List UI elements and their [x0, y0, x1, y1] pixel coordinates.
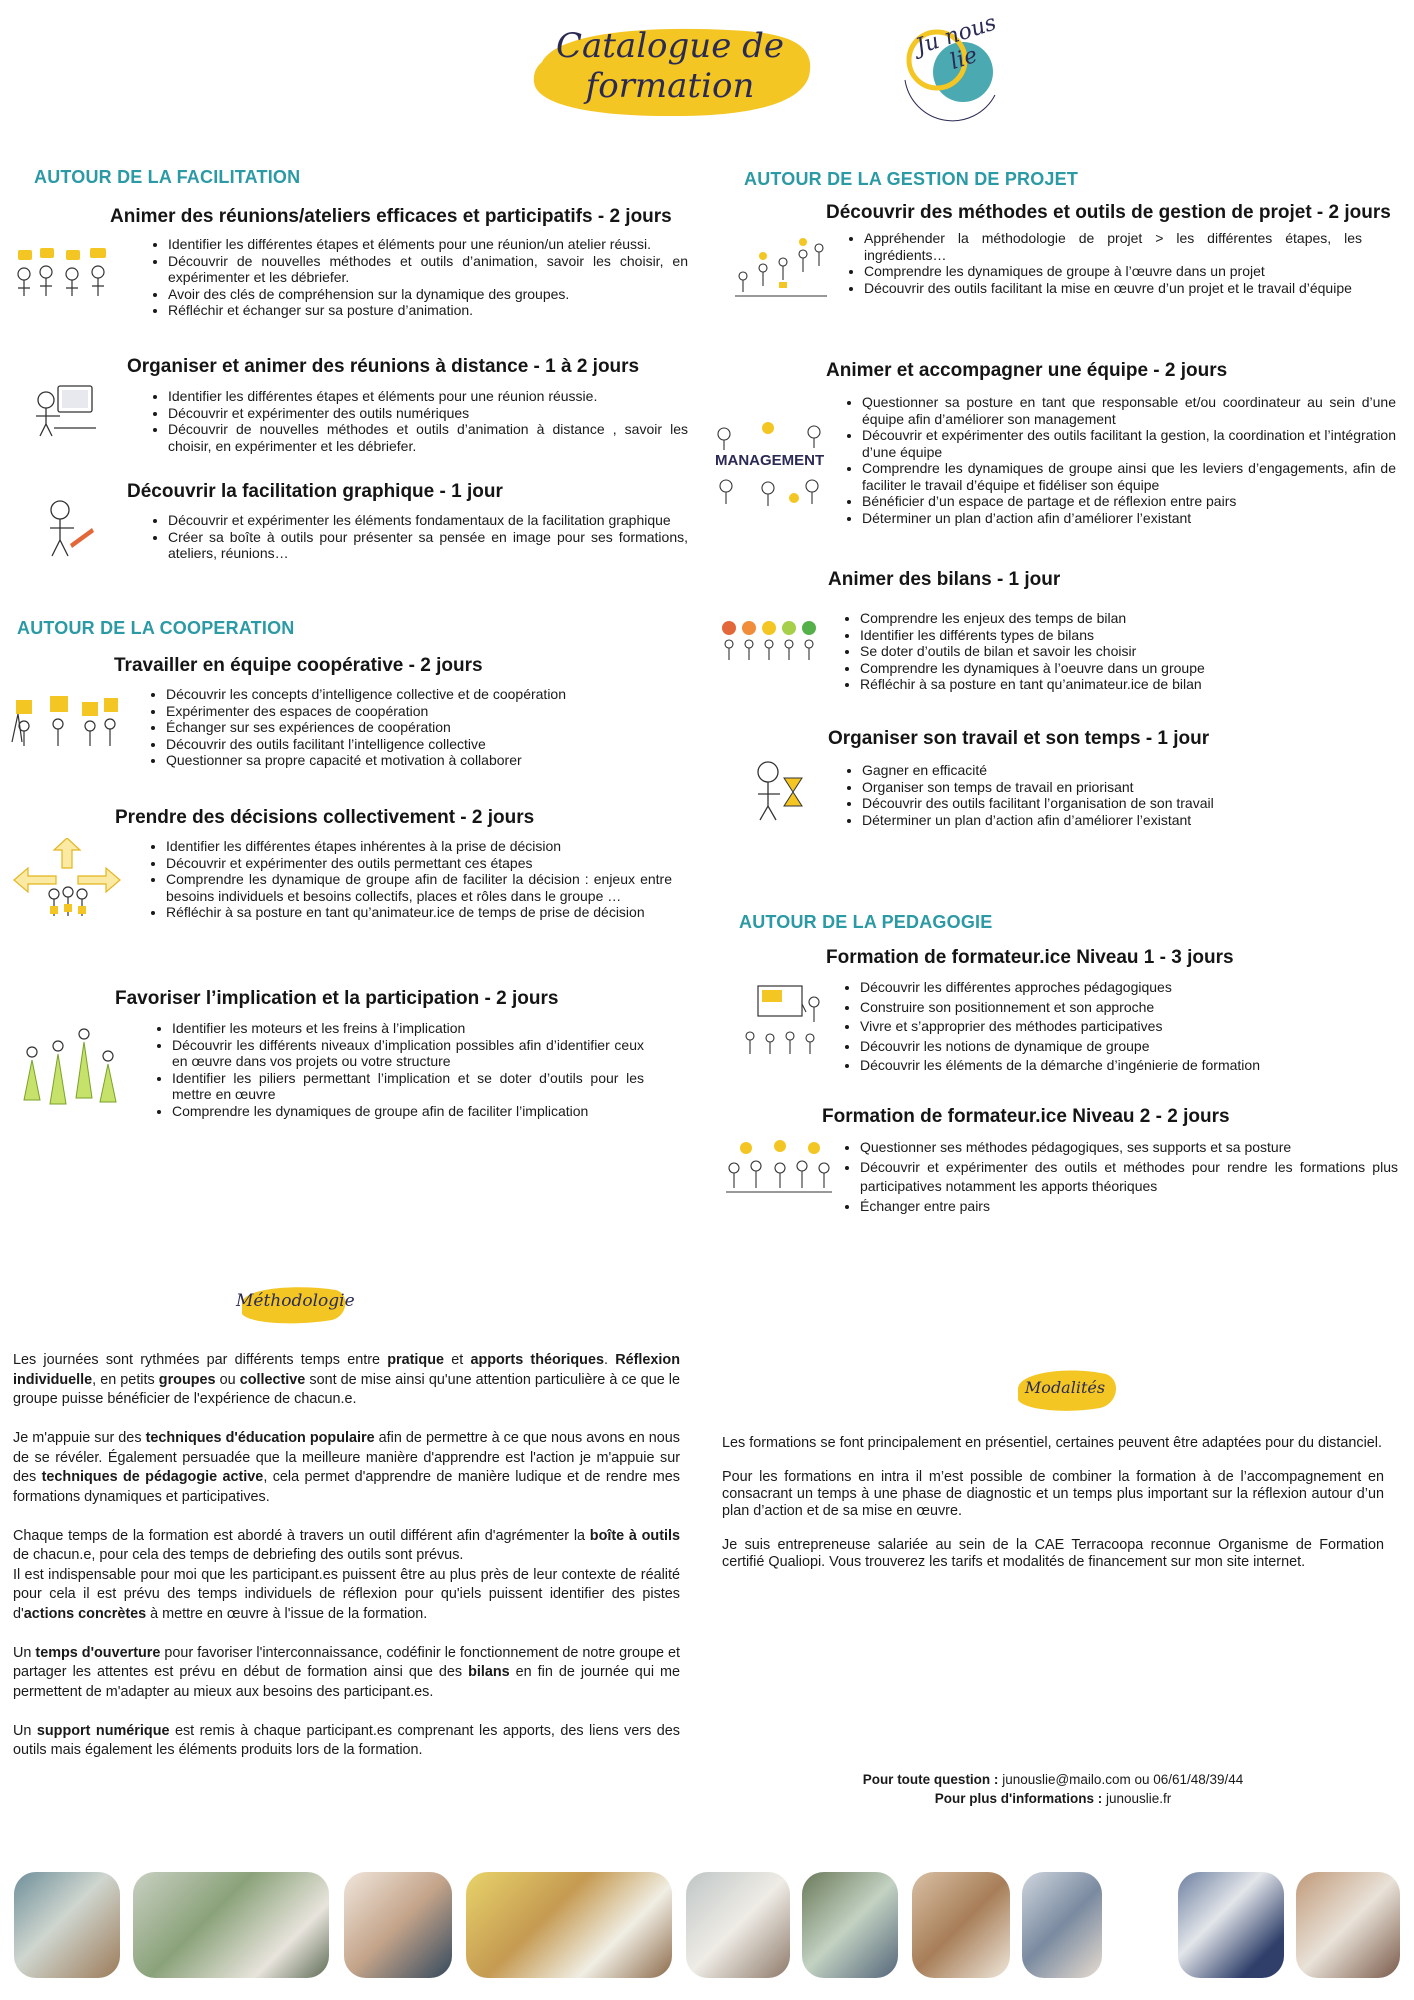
list-item: • Expérimenter des espaces de coopération — [166, 703, 688, 720]
list-item: • Comprendre les dynamiques à l’oeuvre dans un groupe — [860, 660, 1342, 677]
list-item: • Avoir des clés de compréhension sur la dynamique des groupes. — [168, 286, 688, 303]
course-title: Découvrir la facilitation graphique - 1 jour — [127, 481, 503, 502]
page-title: Catalogue de formation — [555, 26, 785, 106]
contact-email-phone[interactable]: junouslie@mailo.com ou 06/61/48/39/44 — [998, 1772, 1244, 1787]
course-title: Organiser son travail et son temps - 1 jour — [828, 728, 1210, 749]
paragraph: Les formations se font principalement en présentiel, certaines peuvent être adaptées pour du distanciel. — [722, 1435, 1382, 1451]
website-link[interactable]: junouslie.fr — [1102, 1791, 1172, 1806]
teacher-board-illustration — [738, 982, 828, 1062]
modalites-text — [722, 1435, 1384, 1591]
workshop-photo — [686, 1872, 790, 1978]
course-title: Animer et accompagner une équipe - 2 jours — [826, 360, 1228, 381]
list-item: • Comprendre les dynamique de groupe afin de faciliter la décision : enjeux entre besoins individuels et besoins collectifs, places et rôles dans le groupe … — [166, 871, 672, 904]
course-items — [150, 236, 688, 319]
computer-user-illustration — [30, 380, 100, 440]
course-items — [150, 512, 688, 562]
list-item: • Découvrir les différents niveaux d’implication possibles afin d’identifier ceux en œuvre dans vos projets ou votre structure — [172, 1037, 644, 1070]
rockets-illustration — [14, 1020, 119, 1108]
methodologie-label: Méthodologie — [236, 1291, 355, 1311]
modalites-label: Modalités — [1024, 1378, 1106, 1397]
list-item: • Organiser son temps de travail en priorisant — [862, 779, 1344, 796]
list-item: • Découvrir des outils facilitant la mise en œuvre d’un projet et le travail d’équipe — [864, 280, 1362, 297]
meeting-people-illustration — [14, 248, 114, 308]
hourglass-person-illustration — [752, 758, 808, 822]
management-label: MANAGEMENT — [715, 452, 825, 469]
list-item: • Découvrir les éléments de la démarche d’ingénierie de formation — [860, 1056, 1362, 1076]
course-items — [842, 978, 1362, 1076]
workshop-photo — [14, 1872, 120, 1978]
list-item: • Créer sa boîte à outils pour présenter sa pensée en image pour ses formations, ateliers, réunions… — [168, 529, 688, 562]
list-item: • Bénéficier d’un espace de partage et de réflexion entre pairs — [862, 493, 1396, 510]
list-item: • Découvrir et expérimenter des outils facilitant la gestion, la coordination et l’intégration d’une équipe — [862, 427, 1396, 460]
list-item: • Comprendre les enjeux des temps de bilan — [860, 610, 1342, 627]
course-items — [842, 1138, 1398, 1216]
list-item: • Comprendre les dynamiques de groupe à l’œuvre dans un projet — [864, 263, 1362, 280]
course-items — [148, 686, 688, 769]
list-item: • Découvrir et expérimenter les éléments fondamentaux de la facilitation graphique — [168, 512, 688, 529]
list-item: • Comprendre les dynamiques de groupe afin de faciliter l’implication — [172, 1103, 644, 1120]
workshop-photo — [133, 1872, 329, 1978]
list-item: • Comprendre les dynamiques de groupe ainsi que les leviers d’engagements, afin de faciliter le travail d’équipe et fidéliser son équipe — [862, 460, 1396, 493]
list-item: • Identifier les différentes étapes et éléments pour une réunion/un atelier réussi. — [168, 236, 688, 253]
mood-faces-illustration — [719, 616, 831, 662]
list-item: • Déterminer un plan d’action afin d’améliorer l’existant — [862, 812, 1344, 829]
project-steps-illustration — [733, 232, 827, 302]
list-item: • Découvrir des outils facilitant l’organisation de son travail — [862, 795, 1344, 812]
list-item: • Questionner sa posture en tant que responsable et/ou coordinateur au sein d’une équipe afin d’améliorer son management — [862, 394, 1396, 427]
list-item: • Vivre et s’approprier des méthodes participatives — [860, 1017, 1362, 1037]
list-item: • Découvrir et expérimenter des outils permettant ces étapes — [166, 855, 672, 872]
list-item: • Identifier les piliers permettant l’implication et se doter d’outils pour les mettre en œuvre — [172, 1070, 644, 1103]
list-item: • Échanger sur ses expériences de coopération — [166, 719, 688, 736]
list-item: • Découvrir et expérimenter des outils et méthodes pour rendre les formations plus participatives notamment les apports théoriques — [860, 1158, 1398, 1197]
list-item: • Se doter d’outils de bilan et savoir les choisir — [860, 643, 1342, 660]
contact-info-label: Pour plus d'informations : — [934, 1791, 1103, 1806]
list-item: • Réfléchir à sa posture en tant qu’animateur.ice de bilan — [860, 676, 1342, 693]
workshop-photo — [912, 1872, 1010, 1978]
contact-block — [722, 1770, 1384, 1808]
course-items — [846, 230, 1362, 296]
list-item: • Gagner en efficacité — [862, 762, 1344, 779]
course-title: Formation de formateur.ice Niveau 1 - 3 jours — [826, 947, 1234, 968]
list-item: • Construire son positionnement et son approche — [860, 998, 1362, 1018]
list-item: • Questionner ses méthodes pédagogiques, ses supports et sa posture — [860, 1138, 1398, 1158]
section-heading-facilitation: AUTOUR DE LA FACILITATION — [34, 167, 301, 187]
course-title: Animer des réunions/ateliers efficaces et participatifs - 2 jours — [110, 206, 672, 227]
list-item: • Questionner sa propre capacité et motivation à collaborer — [166, 752, 688, 769]
list-item: • Découvrir de nouvelles méthodes et outils d’animation à distance , savoir les choisir, en expérimenter et les débriefer. — [168, 421, 688, 454]
course-items — [150, 388, 688, 454]
course-title: Formation de formateur.ice Niveau 2 - 2 jours — [822, 1106, 1230, 1127]
course-items — [148, 838, 672, 921]
workshop-photo — [1178, 1872, 1284, 1978]
course-items — [844, 762, 1344, 828]
list-item: • Découvrir de nouvelles méthodes et outils d’animation, savoir les choisir, en expérimenter et les débriefer. — [168, 253, 688, 286]
course-title: Travailler en équipe coopérative - 2 jours — [114, 655, 483, 676]
workshop-photo — [1296, 1872, 1400, 1978]
course-items — [844, 394, 1396, 526]
learners-lightbulb-illustration — [724, 1140, 834, 1200]
course-title: Organiser et animer des réunions à distance - 1 à 2 jours — [127, 356, 640, 377]
list-item: • Découvrir les concepts d’intelligence collective et de coopération — [166, 686, 688, 703]
course-title: Prendre des décisions collectivement - 2 jours — [115, 807, 535, 828]
pencil-person-illustration — [40, 498, 95, 560]
logo-text: Ju nous lie — [912, 10, 1000, 75]
course-title: Découvrir des méthodes et outils de gestion de projet - 2 jours — [826, 202, 1391, 223]
list-item: • Appréhender la méthodologie de projet > les différentes étapes, les ingrédients… — [864, 230, 1362, 263]
section-heading-pedagogie: AUTOUR DE LA PEDAGOGIE — [739, 912, 993, 932]
list-item: • Réfléchir et échanger sur sa posture d’animation. — [168, 302, 688, 319]
section-heading-gestion: AUTOUR DE LA GESTION DE PROJET — [744, 169, 1079, 189]
course-items — [842, 610, 1342, 693]
list-item: • Découvrir des outils facilitant l’intelligence collective — [166, 736, 688, 753]
workshop-photo — [1022, 1872, 1102, 1978]
list-item: • Identifier les différentes étapes et éléments pour une réunion réussie. — [168, 388, 688, 405]
course-items — [154, 1020, 644, 1119]
paragraph: Pour les formations en intra il m’est possible de combiner la formation à de l’accompagnement en consacrant un temps à une phase de diagnostic et un temps plus important sur la réflexion autour d’un plan d’action et de sa mise en œuvre. — [722, 1469, 1384, 1519]
list-item: • Réfléchir à sa posture en tant qu’animateur.ice de temps de prise de décision — [166, 904, 672, 921]
list-item: • Identifier les moteurs et les freins à l’implication — [172, 1020, 644, 1037]
list-item: • Découvrir les différentes approches pédagogiques — [860, 978, 1362, 998]
contact-question-label: Pour toute question : — [862, 1772, 999, 1787]
methodologie-text: Les journées sont rythmées par différents temps entre pratique et apports théoriques. Réflexion individuelle, en petits groupes ou collective sont de mise ainsi qu'une attention particulière à ce que le groupe puisse bénéficier de l'expérience de chacun.e. Je m'appuie sur des techniques d'éducation populaire afin de permettre à ce que nous avons en nous de se révéler. Également persuadée que la meilleure manière d'apprendre est l'action je m'appuie sur des techniques de pédagogie active, cela permet d'apprendre de manière ludique et de rendre mes formations dynamiques et participatives. Chaque temps de la formation est abordé à travers un outil différent afin d'agrémenter la boîte à outils de chacun.e, pour cela des temps de debriefing des outils sont prévus. Il est indispensable pour moi que les participant.es puissent être au plus près de leur contexte de réalité pour cela il est prévu des temps individuels de réflexion pour qu'iels puissent identifier des pistes d'actions concrètes à mettre en œuvre à l'issue de la formation. Un temps d'ouverture pour favoriser l'interconnaissance, codéfinir le fonctionnement de notre groupe et partager les attentes est prévu en début de formation ainsi que des bilans en fin de journée qui me permettent de m'adapter au mieux aux besoins des participant.es. Un support numérique est remis à chaque participant.es comprenant les apports, des liens vers des outils mais également les éléments produits lors de la formation. — [13, 1352, 681, 1758]
paragraph: Je suis entrepreneuse salariée au sein de la CAE Terracoopa reconnue Organisme de Formation certifié Qualiopi. Vous trouverez les tarifs et modalités de financement sur mon site internet. — [722, 1537, 1384, 1570]
section-heading-cooperation: AUTOUR DE LA COOPERATION — [17, 618, 295, 638]
decision-arrows-illustration — [12, 838, 122, 922]
workshop-photo — [466, 1872, 672, 1978]
workshop-photo — [802, 1872, 898, 1978]
list-item: • Déterminer un plan d’action afin d’améliorer l’existant — [862, 510, 1396, 527]
list-item: • Identifier les différentes étapes inhérentes à la prise de décision — [166, 838, 672, 855]
course-title: Favoriser l’implication et la participation - 2 jours — [115, 988, 559, 1009]
course-title: Animer des bilans - 1 jour — [828, 569, 1061, 590]
list-item: • Échanger entre pairs — [860, 1197, 1398, 1217]
list-item: • Identifier les différents types de bilans — [860, 627, 1342, 644]
list-item: • Découvrir et expérimenter des outils numériques — [168, 405, 688, 422]
list-item: • Découvrir les notions de dynamique de groupe — [860, 1037, 1362, 1057]
teamwork-puzzle-illustration — [10, 694, 122, 754]
workshop-photo — [344, 1872, 452, 1978]
